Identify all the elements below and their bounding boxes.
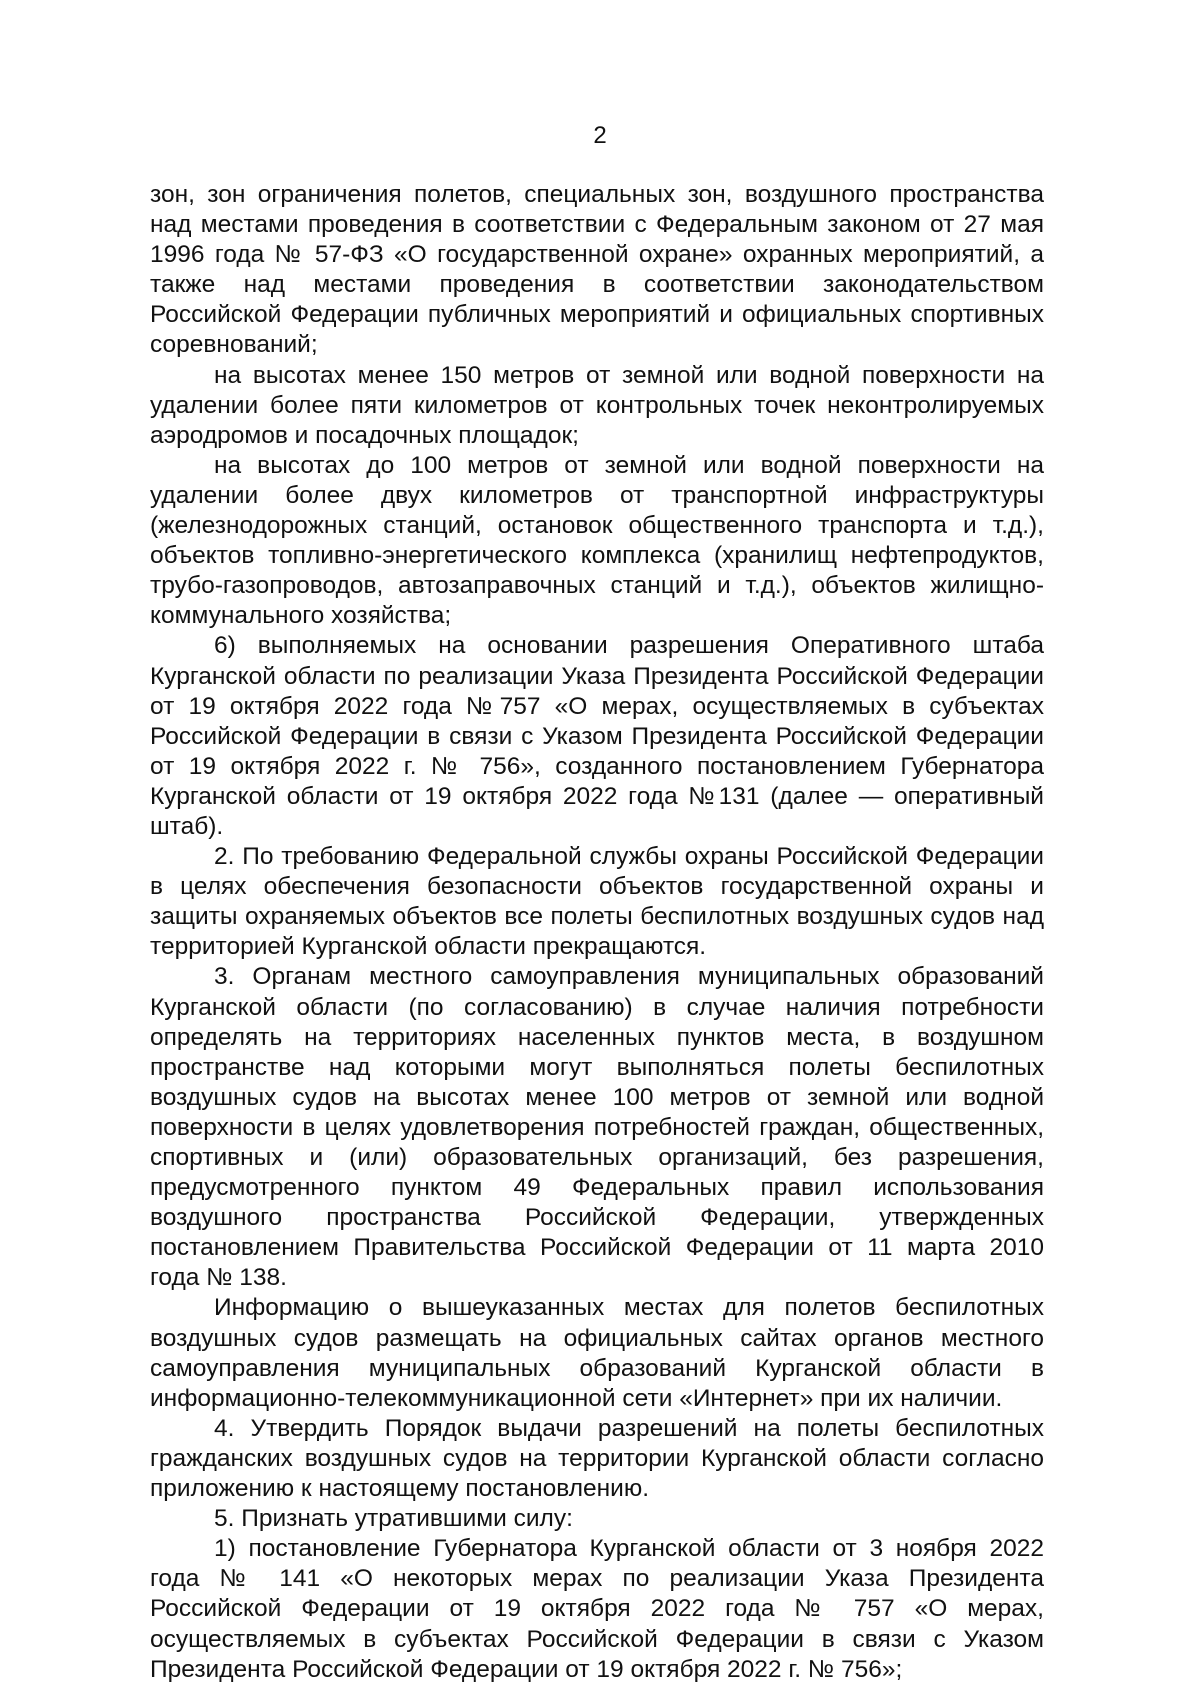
document-body <box>150 180 1044 1685</box>
paragraph-clause-3: 3. Органам местного самоуправления муниципальных образований Курганской области (по согласованию) в случае наличия потребности определять на территориях населенных пунктов места, в воздушном пространстве над которыми могут выполняться полеты беспилотных воздушных судов на высотах менее 100 метров от земной или водной поверхности в целях удовлетворения потребностей граждан, общественных, спортивных и (или) образовательных организаций, без разрешения, предусмотренного пунктом 49 Федеральных правил использования воздушного пространства Российской Федерации, утвержденных постановлением Правительства Российской Федерации от 11 марта 2010 года № 138. <box>150 963 1044 1292</box>
paragraph-infrastructure: на высотах до 100 метров от земной или водной поверхности на удалении более двух километров от транспортной инфраструктуры (железнодорожных станций, остановок общественного транспорта и т.д.), объектов топливно-энергетического комплекса (хранилищ нефтепродуктов, трубо-газопроводов, автозаправочных станций и т.д.), объектов жилищно-коммунального хозяйства; <box>150 451 1044 630</box>
paragraph-aerodromes: на высотах менее 150 метров от земной или водной поверхности на удалении более пяти километров от контрольных точек неконтролируемых аэродромов и посадочных площадок; <box>150 361 1044 449</box>
paragraph-clause-2: 2. По требованию Федеральной службы охраны Российской Федерации в целях обеспечения безопасности объектов государственной охраны и защиты охраняемых объектов все полеты беспилотных воздушных судов над территорией Курганской области прекращаются. <box>150 843 1044 961</box>
paragraph-clause-4: 4. Утвердить Порядок выдачи разрешений на полеты беспилотных гражданских воздушных судов на территории Курганской области согласно приложению к настоящему постановлению. <box>150 1414 1044 1503</box>
paragraph-clause-5: 5. Признать утратившими силу: <box>214 1505 573 1533</box>
paragraph-information: Информацию о вышеуказанных местах для полетов беспилотных воздушных судов размещать на официальных сайтах органов местного самоуправления муниципальных образований Курганской области в информационно-телекоммуникационной сети «Интернет» при их наличии. <box>150 1294 1044 1412</box>
paragraph-restricted-zones: зон, зон ограничения полетов, специальных зон, воздушного пространства над местами проведения в соответствии с Федеральным законом от 27 мая 1996 года № 57-ФЗ «О государственной охране» охранных мероприятий, а также над местами проведения в соответствии законодательством Российской Федерации публичных мероприятий и официальных спортивных соревнований; <box>150 181 1044 359</box>
paragraph-item-6: 6) выполняемых на основании разрешения Оперативного штаба Курганской области по реализации Указа Президента Российской Федерации от 19 октября 2022 года №757 «О мерах, осуществляемых в субъектах Российской Федерации в связи с Указом Президента Российской Федерации от 19 октября 2022 г. № 756», созданного постановлением Губернатора Курганской области от 19 октября 2022 года №131 (далее — оперативный штаб). <box>150 632 1044 840</box>
page-number: 2 <box>593 122 607 149</box>
paragraph-clause-5-item-1: 1) постановление Губернатора Курганской области от 3 ноября 2022 года № 141 «О некоторых мерах по реализации Указа Президента Российской Федерации от 19 октября 2022 года № 757 «О мерах, осуществляемых в субъектах Российской Федерации в связи с Указом Президента Российской Федерации от 19 октября 2022 г. № 756»; <box>150 1535 1044 1683</box>
